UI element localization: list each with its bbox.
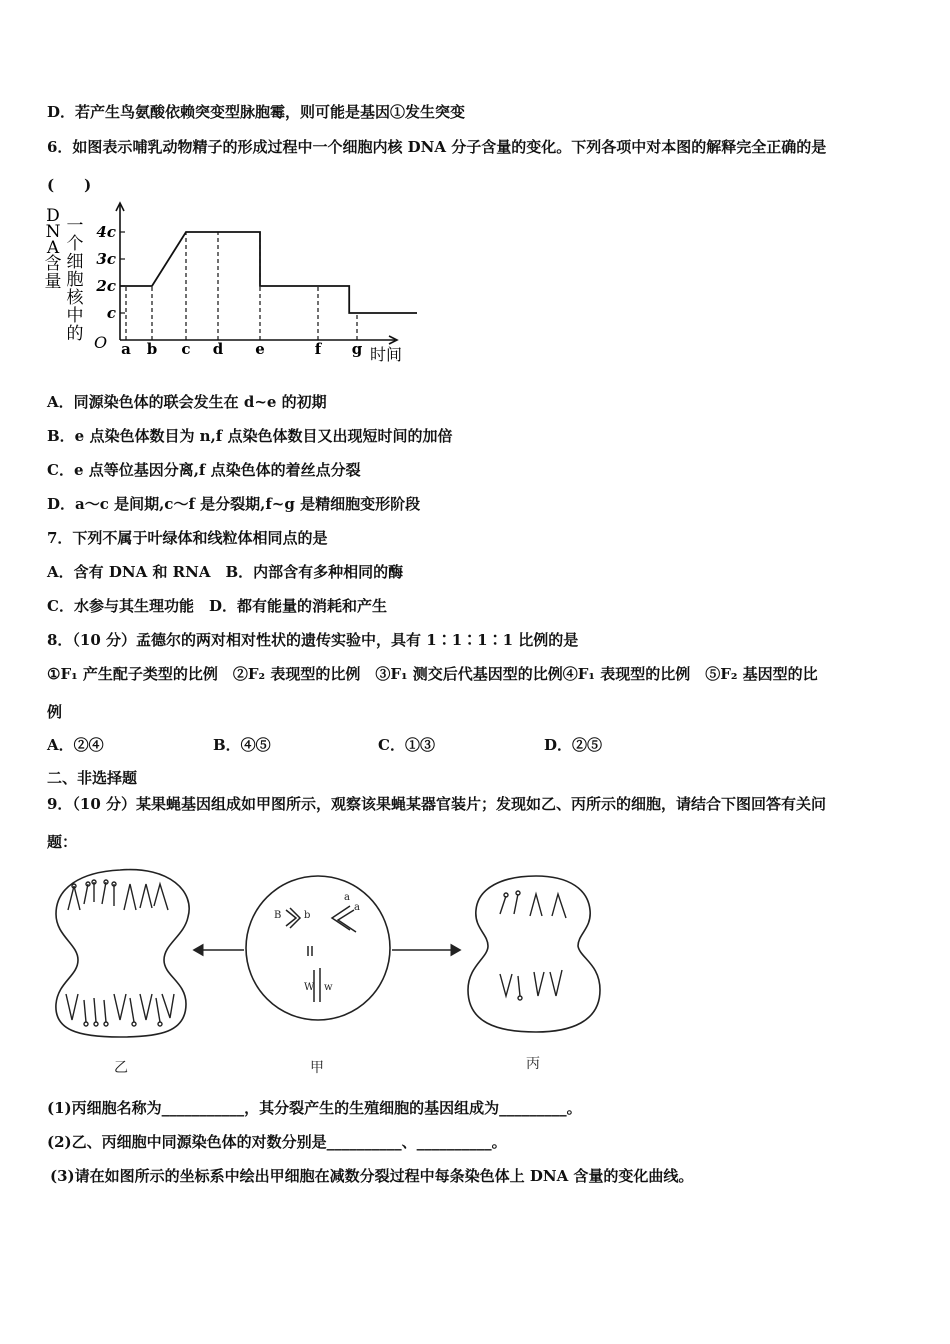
section-2-heading: 二、非选择题 xyxy=(47,769,138,787)
q8-option-d: D．②⑤ xyxy=(544,736,603,754)
chart-ylabel-char: 核 xyxy=(66,288,84,308)
q8-option-b: B．④⑤ xyxy=(213,736,271,754)
q6-option-b: B．e 点染色体数目为 n,f 点染色体数目又出现短时间的加倍 xyxy=(47,427,453,445)
q8-option-c: C．①③ xyxy=(378,736,435,754)
q6-option-d: D．a～c 是间期,c～f 是分裂期,f~g 是精细胞变形阶段 xyxy=(47,495,421,513)
cell-label-jia: 甲 xyxy=(310,1060,324,1076)
y-tick-label: 3c xyxy=(96,250,116,268)
q8-stem: 8．（10 分）孟德尔的两对相对性状的遗传实验中，具有 1∶1∶1∶1 比例的是 xyxy=(47,631,579,649)
chart-ylabel-char: 胞 xyxy=(66,270,84,290)
chart-ylabel-char: 一 xyxy=(66,216,84,236)
q9-stem-line2: 题： xyxy=(47,833,78,851)
q9-stem-line1: 9．（10 分）某果蝇基因组成如甲图所示，观察该果蝇某器官装片；发现如乙、丙所示的细胞，请结合下图回答有关问 xyxy=(47,795,827,813)
q7-options-row2: C．水参与其生理功能 D．都有能量的消耗和产生 xyxy=(47,597,387,615)
chart-ylabel-char: N xyxy=(45,222,61,242)
chart-ylabel-char: 中 xyxy=(66,306,84,326)
x-tick-label: c xyxy=(181,340,191,358)
q6-paren: ( ) xyxy=(47,176,92,194)
chart-ylabel-char: 个 xyxy=(66,234,84,254)
dna-series-line xyxy=(120,232,417,313)
q6-stem: 6．如图表示哺乳动物精子的形成过程中一个细胞内核 DNA 分子含量的变化。下列各项中对本图的解释完全正确的是 xyxy=(47,138,827,156)
cell-figure-svg xyxy=(50,862,610,1080)
dna-content-chart xyxy=(40,195,420,373)
cell-jia-chromosomes xyxy=(286,906,356,1002)
cell-label-yi: 乙 xyxy=(114,1060,128,1076)
x-tick-label: e xyxy=(255,340,265,358)
cell-yi-lower-chromosomes xyxy=(66,994,174,1026)
x-tick-label: d xyxy=(212,340,224,358)
cell-yi-upper-chromosomes xyxy=(68,880,168,910)
q8-items-line2: 例 xyxy=(47,703,63,721)
q9-sub3: (3)请在如图所示的坐标系中绘出甲细胞在减数分裂过程中每条染色体上 DNA 含量的变化曲线。 xyxy=(50,1167,694,1185)
y-tick-label: 4c xyxy=(96,223,116,241)
dna-chart-svg xyxy=(40,195,420,373)
x-tick-label: b xyxy=(146,340,158,358)
cell-division-figure xyxy=(50,862,610,1080)
y-tick-label: c xyxy=(106,304,116,322)
chart-ylabel-char: 量 xyxy=(44,272,62,292)
q6-option-a: A．同源染色体的联会发生在 d~e 的初期 xyxy=(47,393,327,411)
cell-bing-lower-chromosomes xyxy=(500,970,562,1000)
q9-sub1: (1)丙细胞名称为___________，其分裂产生的生殖细胞的基因组成为_________。 xyxy=(47,1099,582,1117)
q7-stem: 7．下列不属于叶绿体和线粒体相同点的是 xyxy=(47,529,328,547)
x-tick-label: f xyxy=(314,340,322,358)
gene-label-W: W xyxy=(304,982,315,993)
q5-option-d: D．若产生鸟氨酸依赖突变型脉胞霉，则可能是基因①发生突变 xyxy=(47,103,466,121)
chart-ylabel-char: D xyxy=(46,206,60,226)
q8-items-line1: ①F₁ 产生配子类型的比例 ②F₂ 表现型的比例 ③F₁ 测交后代基因型的比例④F₁ 表现型的比例 ⑤F₂ 基因型的比 xyxy=(47,665,818,683)
gene-label-B: B xyxy=(274,910,282,921)
x-axis-label: 时间 xyxy=(370,345,403,364)
x-tick-label: a xyxy=(121,340,131,358)
q8-option-a: A．②④ xyxy=(47,736,104,754)
y-tick-label: 2c xyxy=(96,277,116,295)
gene-label-a: a xyxy=(354,902,360,913)
cell-jia-outline xyxy=(246,876,390,1020)
x-tick-label: g xyxy=(351,340,363,358)
gene-label-a: a xyxy=(344,892,350,903)
chart-ylabel-char: A xyxy=(46,238,60,258)
gene-label-w: w xyxy=(324,982,333,993)
chart-ylabel-char: 细 xyxy=(66,252,84,272)
q9-sub2: (2)乙、丙细胞中同源染色体的对数分别是__________、__________。 xyxy=(47,1133,507,1151)
q6-option-c: C．e 点等位基因分离,f 点染色体的着丝点分裂 xyxy=(47,461,361,479)
chart-ylabel-char: 含 xyxy=(44,254,62,274)
q8-options xyxy=(47,735,602,755)
origin-label: O xyxy=(94,333,108,352)
cell-bing-upper-chromosomes xyxy=(500,891,566,918)
gene-label-b: b xyxy=(304,910,311,921)
cell-label-bing: 丙 xyxy=(526,1056,540,1072)
q7-options-row1: A．含有 DNA 和 RNA B．内部含有多种相同的酶 xyxy=(47,563,404,581)
chart-ylabel-char: 的 xyxy=(66,324,84,344)
